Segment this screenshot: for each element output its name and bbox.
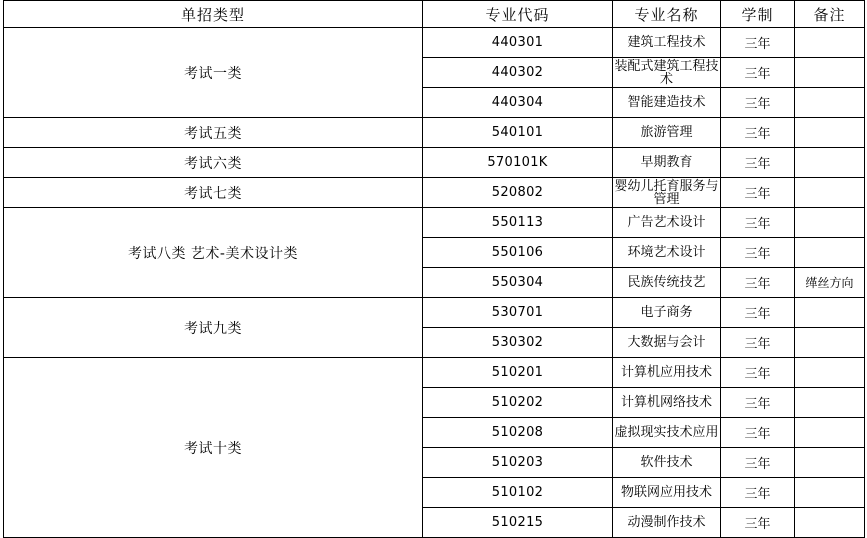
- major-name-text: 旅游管理: [640, 125, 693, 140]
- major-name-cell: [613, 28, 721, 58]
- major-name-text: 建筑工程技术: [627, 35, 706, 50]
- remark-cell: [795, 478, 865, 508]
- major-code-cell: 550304: [423, 268, 613, 298]
- major-code-cell: 550106: [423, 238, 613, 268]
- table-body: [4, 28, 865, 538]
- major-code-cell: 440302: [423, 58, 613, 88]
- program-length-cell: 三年: [721, 238, 795, 268]
- remark-cell: [795, 208, 865, 238]
- table-row: [4, 298, 865, 328]
- major-code-cell: 440304: [423, 88, 613, 118]
- major-name-cell: [613, 388, 721, 418]
- header-cell-length: 学制: [721, 1, 795, 28]
- major-name-text: 动漫制作技术: [627, 515, 706, 530]
- header-cell-name: 专业名称: [613, 1, 721, 28]
- major-code-cell: 440301: [423, 28, 613, 58]
- major-code-cell: 510201: [423, 358, 613, 388]
- major-name-text: 装配式建筑工程技术: [614, 58, 719, 87]
- major-name-cell: [613, 298, 721, 328]
- table-row: [4, 148, 865, 178]
- major-name-text: 大数据与会计: [627, 335, 706, 350]
- table-row: [4, 118, 865, 148]
- table-header: [4, 1, 865, 28]
- program-length-cell: 三年: [721, 58, 795, 88]
- remark-cell: 缂丝方向: [795, 268, 865, 298]
- major-name-cell: [613, 478, 721, 508]
- program-length-cell: 三年: [721, 478, 795, 508]
- exam-type-cell: 考试一类: [4, 28, 423, 118]
- program-length-cell: 三年: [721, 448, 795, 478]
- remark-cell: [795, 88, 865, 118]
- major-name-cell: [613, 328, 721, 358]
- major-name-text: 电子商务: [640, 305, 693, 320]
- major-code-cell: 550113: [423, 208, 613, 238]
- major-name-cell: [613, 448, 721, 478]
- remark-cell: [795, 448, 865, 478]
- header-row: [4, 1, 865, 28]
- major-name-text: 民族传统技艺: [627, 275, 706, 290]
- remark-cell: [795, 28, 865, 58]
- major-code-cell: 510203: [423, 448, 613, 478]
- program-length-cell: 三年: [721, 388, 795, 418]
- program-length-cell: 三年: [721, 508, 795, 538]
- remark-cell: [795, 418, 865, 448]
- table-row: [4, 358, 865, 388]
- major-name-cell: [613, 88, 721, 118]
- program-length-cell: 三年: [721, 268, 795, 298]
- exam-type-cell: 考试七类: [4, 178, 423, 208]
- major-code-cell: 510202: [423, 388, 613, 418]
- major-code-cell: 510102: [423, 478, 613, 508]
- remark-cell: [795, 58, 865, 88]
- program-length-cell: 三年: [721, 208, 795, 238]
- major-table: [3, 0, 865, 538]
- major-name-cell: [613, 238, 721, 268]
- program-length-cell: 三年: [721, 328, 795, 358]
- program-length-cell: 三年: [721, 118, 795, 148]
- remark-cell: [795, 508, 865, 538]
- program-length-cell: 三年: [721, 418, 795, 448]
- remark-cell: [795, 148, 865, 178]
- major-name-cell: [613, 508, 721, 538]
- program-length-cell: 三年: [721, 28, 795, 58]
- remark-cell: [795, 298, 865, 328]
- remark-cell: [795, 328, 865, 358]
- major-name-cell: [613, 208, 721, 238]
- program-length-cell: 三年: [721, 148, 795, 178]
- program-length-cell: 三年: [721, 88, 795, 118]
- major-name-cell: [613, 178, 721, 208]
- major-name-cell: [613, 148, 721, 178]
- major-name-text: 计算机应用技术: [620, 365, 712, 380]
- major-code-cell: 530701: [423, 298, 613, 328]
- major-name-text: 环境艺术设计: [627, 245, 706, 260]
- header-cell-code: 专业代码: [423, 1, 613, 28]
- remark-cell: [795, 118, 865, 148]
- remark-cell: [795, 358, 865, 388]
- major-name-cell: [613, 268, 721, 298]
- major-name-text: 智能建造技术: [627, 95, 706, 110]
- program-length-cell: 三年: [721, 178, 795, 208]
- remark-cell: [795, 238, 865, 268]
- exam-type-cell: 考试十类: [4, 358, 423, 538]
- major-name-text: 软件技术: [640, 455, 693, 470]
- major-code-cell: 510208: [423, 418, 613, 448]
- table-row: [4, 28, 865, 58]
- major-name-text: 物联网应用技术: [620, 485, 712, 500]
- major-name-text: 早期教育: [640, 155, 693, 170]
- major-name-text: 婴幼儿托育服务与管理: [614, 178, 719, 207]
- major-name-cell: [613, 118, 721, 148]
- remark-cell: [795, 178, 865, 208]
- exam-type-cell: 考试五类: [4, 118, 423, 148]
- program-length-cell: 三年: [721, 298, 795, 328]
- major-code-cell: 510215: [423, 508, 613, 538]
- major-name-cell: [613, 418, 721, 448]
- exam-type-cell: 考试九类: [4, 298, 423, 358]
- exam-type-cell: 考试六类: [4, 148, 423, 178]
- header-cell-note: 备注: [795, 1, 865, 28]
- exam-type-cell: 考试八类 艺术-美术设计类: [4, 208, 423, 298]
- major-code-cell: 520802: [423, 178, 613, 208]
- remark-cell: [795, 388, 865, 418]
- major-code-cell: 570101K: [423, 148, 613, 178]
- major-code-cell: 540101: [423, 118, 613, 148]
- table-row: [4, 178, 865, 208]
- major-name-text: 广告艺术设计: [627, 215, 706, 230]
- program-length-cell: 三年: [721, 358, 795, 388]
- major-name-text: 计算机网络技术: [620, 395, 712, 410]
- major-code-cell: 530302: [423, 328, 613, 358]
- major-name-cell: [613, 358, 721, 388]
- major-name-text: 虚拟现实技术应用: [614, 425, 719, 440]
- table-row: [4, 208, 865, 238]
- major-name-cell: [613, 58, 721, 88]
- header-cell-type: 单招类型: [4, 1, 423, 28]
